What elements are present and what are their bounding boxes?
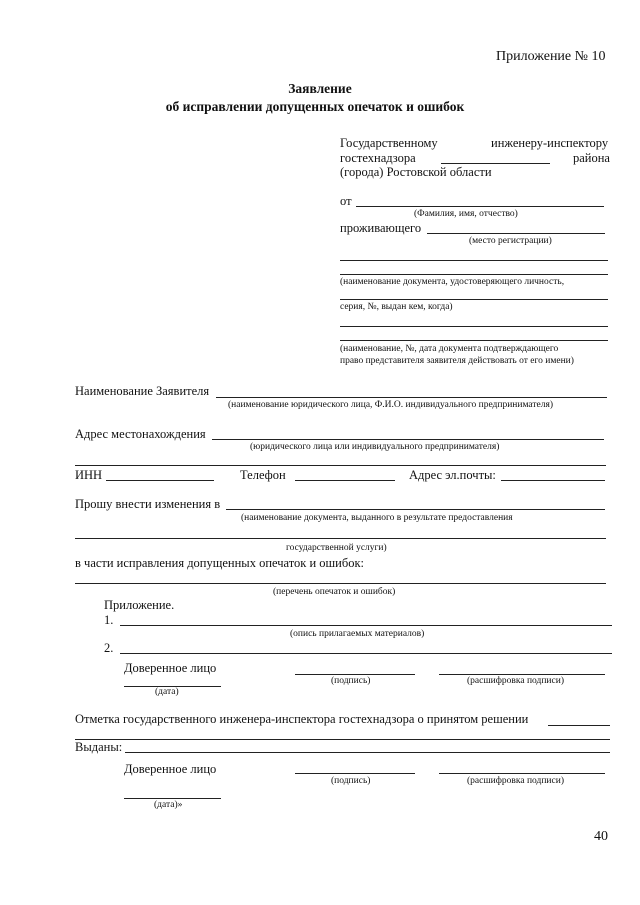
decoding-caption: (расшифровка подписи) xyxy=(467,676,564,686)
request-label: Прошу внести изменения в xyxy=(75,497,221,511)
request-caption-2: государственной услуги) xyxy=(286,543,387,553)
signature-line xyxy=(295,674,415,675)
blank-line xyxy=(340,326,608,327)
trustee-label: Доверенное лицо xyxy=(124,661,217,675)
errors-caption: (перечень опечаток и ошибок) xyxy=(273,587,396,597)
phone-label: Телефон xyxy=(240,468,286,482)
address-label: Адрес местонахождения xyxy=(75,427,206,441)
applicant-caption: (наименование юридического лица, Ф.И.О. индивидуального предпринимателя) xyxy=(228,400,554,410)
applicant-line xyxy=(216,397,607,398)
document-caption-1: (наименование документа, удостоверяющего личность, xyxy=(340,277,565,287)
addressee-word-2: инженеру-инспектору xyxy=(491,136,609,150)
representative-caption-2: право представителя заявителя действовать от его имени) xyxy=(340,356,574,366)
blank-line xyxy=(75,538,606,539)
signature-caption: (подпись) xyxy=(331,676,371,686)
date-caption: (дата) xyxy=(155,687,179,697)
addressee-line-3: (города) Ростовской области xyxy=(340,165,492,179)
decoding-caption-2: (расшифровка подписи) xyxy=(467,776,564,786)
address-caption: (юридического лица или индивидуального предпринимателя) xyxy=(250,442,500,452)
inn-label: ИНН xyxy=(75,468,103,482)
phone-line xyxy=(295,480,395,481)
blank-line xyxy=(340,274,608,275)
representative-caption-1: (наименование, №, дата документа подтверждающего xyxy=(340,344,559,354)
residing-caption: (место регистрации) xyxy=(469,236,552,246)
title-line-2: об исправлении допущенных опечаток и ошибок xyxy=(165,99,465,114)
signature-caption-2: (подпись) xyxy=(331,776,371,786)
page-number: 40 xyxy=(594,829,608,844)
blank-line xyxy=(340,299,608,300)
blank-line xyxy=(75,583,606,584)
correction-label: в части исправления допущенных опечаток и ошибок: xyxy=(75,556,365,570)
attachment-label: Приложение. xyxy=(104,598,175,612)
address-line xyxy=(212,439,604,440)
attachment-item-2: 2. xyxy=(104,641,114,655)
residing-line xyxy=(427,233,605,234)
from-line xyxy=(356,206,604,207)
email-line xyxy=(501,480,605,481)
attachment-line-2 xyxy=(120,653,612,654)
issued-label: Выданы: xyxy=(75,740,123,754)
document-caption-2: серия, №, выдан кем, когда) xyxy=(340,302,453,312)
title-line-1: Заявление xyxy=(288,81,352,96)
residing-label: проживающего xyxy=(340,221,422,235)
date-line-2 xyxy=(124,798,221,799)
email-label: Адрес эл.почты: xyxy=(409,468,496,482)
applicant-label: Наименование Заявителя xyxy=(75,384,210,398)
request-caption-1: (наименование документа, выданного в результате предоставления xyxy=(241,513,513,523)
blank-line xyxy=(340,340,608,341)
signature-line-2 xyxy=(295,773,415,774)
from-label: от xyxy=(340,194,352,208)
issued-line xyxy=(125,752,610,753)
from-caption: (Фамилия, имя, отчество) xyxy=(414,209,518,219)
addressee-word-3: гостехнадзора xyxy=(340,151,416,165)
date-caption-2: (дата)» xyxy=(154,800,183,810)
blank-line xyxy=(75,465,606,466)
attachment-item-1: 1. xyxy=(104,613,114,627)
appendix-label: Приложение № 10 xyxy=(496,49,606,64)
inn-line xyxy=(106,480,214,481)
inspector-line xyxy=(548,725,610,726)
blank-line xyxy=(75,739,610,740)
district-line xyxy=(441,163,550,164)
inspector-note: Отметка государственного инженера-инспектора гостехнадзора о принятом решении xyxy=(75,712,529,726)
trustee-label-2: Доверенное лицо xyxy=(124,762,217,776)
blank-line xyxy=(340,260,608,261)
attachment-line-1 xyxy=(120,625,612,626)
request-line xyxy=(226,509,605,510)
addressee-word-1: Государственному xyxy=(340,136,438,150)
addressee-word-4: района xyxy=(573,151,610,165)
decoding-line xyxy=(439,674,605,675)
decoding-line-2 xyxy=(439,773,605,774)
materials-caption: (опись прилагаемых материалов) xyxy=(290,629,425,639)
